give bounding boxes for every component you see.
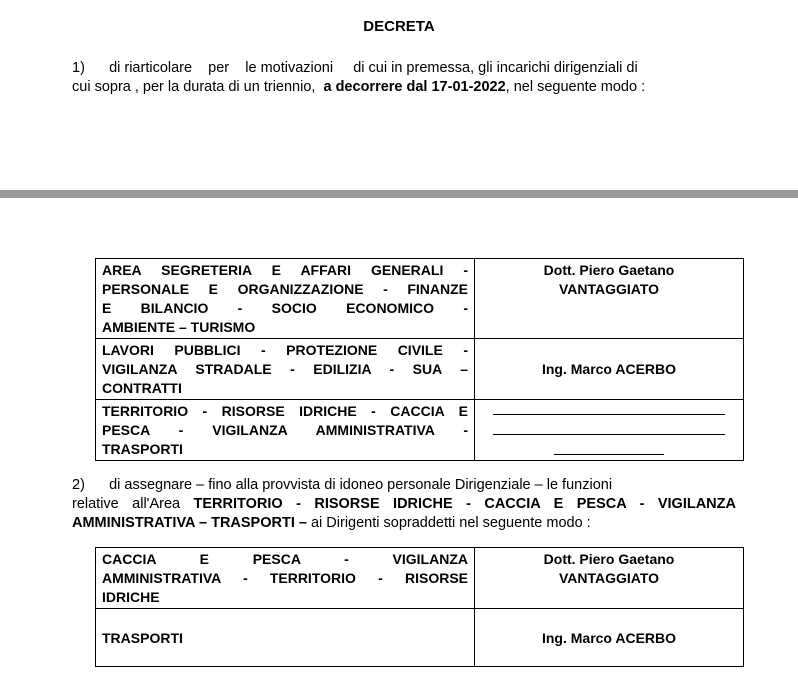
manager-name-line: VANTAGGIATO	[558, 281, 660, 297]
area-line: PERSONALE E ORGANIZZAZIONE - FINANZE	[102, 281, 468, 297]
manager-name-line: Ing. Marco ACERBO	[541, 629, 677, 646]
area-line: AREA SEGRETERIA E AFFARI GENERALI -	[102, 262, 468, 278]
manager-name-line: VANTAGGIATO	[558, 570, 660, 586]
area-cell	[96, 609, 475, 667]
page-separator	[0, 190, 798, 198]
manager-cell	[475, 259, 744, 339]
area-cell	[96, 400, 475, 461]
area-line: TERRITORIO - RISORSE IDRICHE - CACCIA E	[102, 403, 468, 419]
manager-name-line: Dott. Piero Gaetano	[543, 262, 675, 278]
table-row	[96, 259, 744, 339]
manager-cell-blank	[475, 400, 744, 461]
paragraph-2-tail: ai Dirigenti sopraddetti nel seguente modo :	[306, 515, 591, 531]
area-line: TRASPORTI	[102, 441, 183, 457]
paragraph-2-line-2	[72, 495, 736, 514]
table-row	[96, 339, 744, 400]
manager-cell	[475, 339, 744, 400]
paragraph-1-text: cui sopra , per la durata di un triennio,	[72, 79, 324, 95]
area-line: AMBIENTE – TURISMO	[102, 319, 256, 335]
paragraph-1-line-2	[72, 78, 736, 97]
area-line: LAVORI PUBBLICI - PROTEZIONE CIVILE -	[102, 342, 468, 358]
blank-line	[493, 420, 725, 435]
area-line: AMMINISTRATIVA - TERRITORIO - RISORSE	[102, 570, 468, 586]
blank-line	[493, 400, 725, 415]
manager-cell	[475, 548, 744, 609]
area-cell	[96, 259, 475, 339]
area-line: CONTRATTI	[102, 380, 182, 396]
paragraph-2	[72, 476, 736, 533]
assignments-table-2	[95, 547, 744, 667]
area-cell	[96, 339, 475, 400]
paragraph-2-line-3	[72, 514, 736, 533]
area-line: IDRICHE	[102, 589, 160, 605]
area-line: PESCA - VIGILANZA AMMINISTRATIVA -	[102, 422, 468, 438]
blank-line	[554, 440, 664, 455]
area-cell	[96, 548, 475, 609]
paragraph-2-area-cont: AMMINISTRATIVA – TRASPORTI –	[72, 515, 307, 531]
manager-name-line: Dott. Piero Gaetano	[543, 551, 675, 567]
area-line: TRASPORTI	[102, 630, 183, 646]
manager-cell	[475, 609, 744, 667]
manager-name-line: Ing. Marco ACERBO	[541, 361, 677, 377]
paragraph-1	[72, 59, 736, 97]
area-line: CACCIA E PESCA - VIGILANZA	[102, 551, 468, 567]
decree-heading: DECRETA	[363, 18, 435, 35]
paragraph-1-date: a decorrere dal 17-01-2022	[323, 79, 506, 95]
table-row	[96, 609, 744, 667]
area-line: VIGILANZA STRADALE - EDILIZIA - SUA –	[102, 361, 468, 377]
table-row	[96, 400, 744, 461]
area-line: E BILANCIO - SOCIO ECONOMICO -	[102, 300, 468, 316]
paragraph-2-area: TERRITORIO - RISORSE IDRICHE - CACCIA E PESCA - VIGILANZA	[193, 496, 736, 512]
paragraph-1-tail: , nel seguente modo :	[505, 79, 646, 95]
paragraph-1-line-1: 1) di riarticolare per le motivazioni di cui in premessa, gli incarichi dirigenziali di	[72, 60, 638, 76]
paragraph-2-line-1: 2) di assegnare – fino alla provvista di idoneo personale Dirigenziale – le funzioni	[72, 477, 613, 493]
assignments-table	[95, 258, 744, 461]
paragraph-2-text: relative all'Area	[72, 496, 194, 512]
table-row	[96, 548, 744, 609]
